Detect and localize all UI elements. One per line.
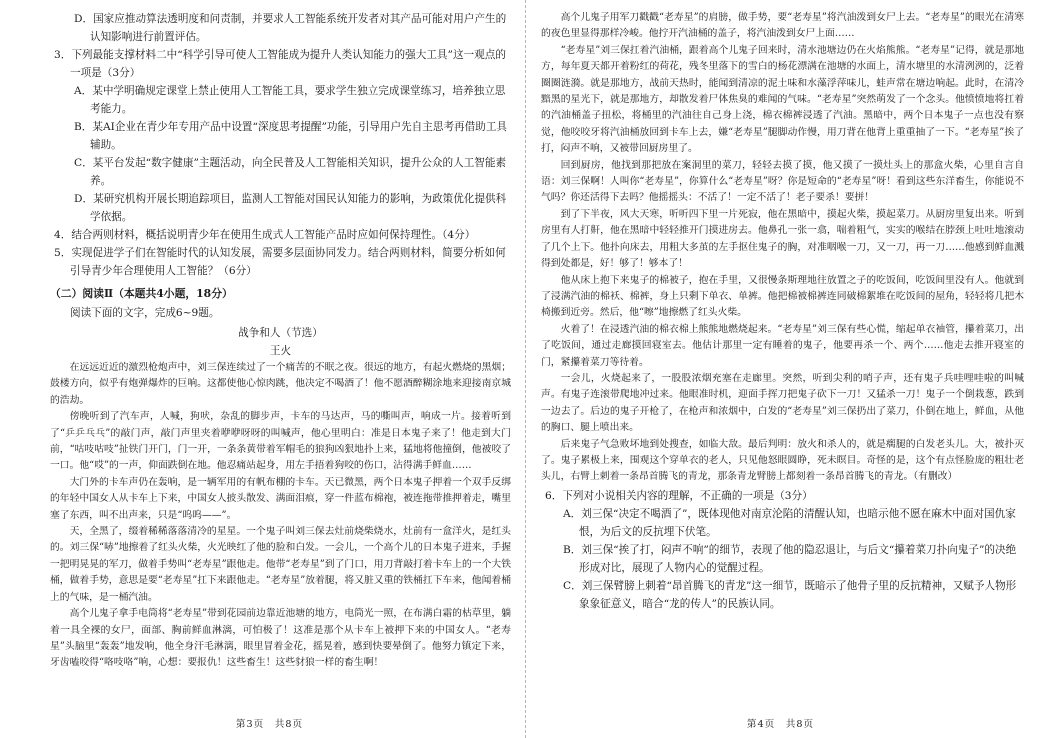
story-paragraph: 后来鬼子气急败坏地到处搜查，如临大敌。最后判明：放火和杀人的，就是瘸腿的白发老头儿。大，被扑灭了。鬼子累极上来，围观这个穿单衣的老人，只见他怒眼圆睁，死未瞑目。奇怪的是，这个有点怪脸庞的粗壮老头儿，右臂上刺着一条昂首腾飞的青龙，那条青龙臂膀上都刻着一条昂首腾飞的青龙。（有删改）	[541, 438, 1024, 483]
story-author: 王火	[269, 345, 292, 357]
story-title: 战争和人（节选）	[238, 327, 323, 339]
q6-option-c: C．刘三保臂膀上刺着“昂首腾飞的青龙”这一细节，既暗示了他骨子里的反抗精神，又赋予人物形象象征意义，暗合“龙的传人”的民族认同。	[563, 579, 1017, 610]
page-number-3: 第3页 共8页	[235, 719, 304, 730]
page-3-column	[14, 8, 525, 736]
q6-option-a: A．刘三保“决定不喝酒了”，既体现他对南京沦陷的清醒认知，也暗示他不愿在麻木中面对国仇家恨，为后文的反抗埋下伏笔。	[563, 507, 1016, 538]
question-5: 5．实现促进学子们在智能时代的认知发展，需要多层面协同发力。结合两则材料，简要分析如何引导青少年合理使用人工智能？（6分）	[54, 247, 506, 277]
page-4-column	[525, 8, 1036, 736]
reading-instruction: 阅读下面的文字，完成6~9题。	[70, 307, 220, 319]
story-paragraph: 在远远近近的激烈枪炮声中，刘三保连续过了一个痛苦的不眠之夜。很远的地方，有起火燃烧的黑烟；鼓楼方向，似乎有炮弹爆炸的巨响。这都使他心惊肉跳，他决定不喝酒了！他不愿酒醉糊涂地来迎接南京城的浩劫。	[50, 362, 511, 406]
story-paragraph: 高个儿鬼子用军刀戳戳“老寿星”的肩膀，做手势，要“老寿星”将汽油泼到女尸上去。“老寿星”的眼光在清寒的夜色里显得那样冷峻。他拧开汽油桶的盖子，将汽油泼到女尸上面……	[541, 12, 1024, 40]
q6-option-b: B．刘三保“挨了打，闷声不响”的细节，表现了他的隐忍退让，与后文“攥着菜刀扑向鬼子”的决绝形成对比，展现了人物内心的觉醒过程。	[563, 543, 1017, 574]
q3-option-d: D．某研究机构开展长期追踪项目，监测人工智能对国民认知能力的影响，为政策优化提供科学依据。	[74, 193, 507, 223]
story-paragraph: 高个儿鬼子拿手电筒将“老寿星”带到花园前边靠近池塘的地方，电筒光一照，在布满白霜的枯草里，躺着一具全裸的女尸，面部、胸前鲜血淋漓，可怕极了！这准是那个从卡车上被押下来的中国女人。“老寿星”头脑里“轰轰”地发响，他全身汗毛淋漓，眼里冒着金花，摇晃着，感到快要晕倒了。他努力镇定下来，牙齿嗑咬得“咯吱咯”响，心想：要报仇！这些畜生！这些豺狼一样的畜生啊！	[50, 608, 511, 669]
q3-option-c: C．某平台发起“数字健康”主题活动，向全民普及人工智能相关知识，提升公众的人工智能素养。	[74, 157, 507, 187]
section-heading: （二）阅读Ⅱ（本题共4小题，18分）	[50, 287, 233, 300]
story-paragraph: 回到厨房，他找到那把放在案洞里的菜刀，轻轻去摸了摸，他又摸了一摸灶头上的那盒火柴，心里自言自语：刘三保啊！人叫你“老寿星”，你算什么“老寿星”呀？你是短命的“老寿星”呀！看到这些东洋畜生，你能说不气吗？你还活得下去吗？他摇摇头：不活了！一定不活了！老子要杀！要拼！	[541, 159, 1024, 204]
question-3-stem-cont: 一项是（3分）	[70, 67, 141, 79]
story-paragraph: 他从床上抱下来鬼子的棉被子，抱在手里，又很慢条斯理地往放置之子的吃饭间，吃饭间里没有人。他就到了浸满汽油的棉袄、棉裤，身上只剩下单衣、单裤。他把棉被棉裤连同破棉絮堆在吃饭间的屋角，轻轻将几把木椅搬到近旁。然后，他“嚓”地擦燃了红头火柴。	[541, 274, 1024, 319]
question-6-stem: 6．下列对小说相关内容的理解，不正确的一项是（3分）	[545, 489, 813, 502]
q3-option-a: A．某中学明确规定课堂上禁止使用人工智能工具，要求学生独立完成课堂练习，培养独立思考能力。	[74, 85, 506, 115]
story-paragraph: 傍晚听到了汽车声，人喊，狗吠，杂乱的脚步声，卡车的马达声，马的嘶叫声，响成一片。接着听到了“乒乒乓乓”的敲门声，敲门声里夹着咿咿呀呀的叫喊声，他心里明白：准是日本鬼子来了！他走到大门前，“咕吱咕吱”扯铁门开门，门一开，一条条黄带着军帽毛的狼狗凶狠地扑上来，猛地将他撞倒，他被咬了一口。他“哎”的一声，仰面跌倒在地。他忍痛站起身，用左手捂着狗咬的伤口，沾得满手鲜血……	[50, 411, 511, 472]
page-number-4: 第4页 共8页	[746, 719, 815, 730]
q2-option-d: D．国家应推动算法透明度和问责制，并要求人工智能系统开发者对其产品可能对用户产生的认知影响进行前置评估。	[74, 13, 507, 43]
story-paragraph: “老寿星”刘三保扛着汽油桶，跟着高个儿鬼子回来时，清水池塘边仍在火焰熊熊。“老寿星”记得，就是那地方，每年夏天都开着粉红的荷花，残冬里落下的雪白的杨花漂满在池塘的水面上，清水塘里的水清洌洌的，泛着圈圈涟漪。就是那地方，战前天热时，能闻到清凉的泥土味和水藻浮萍味儿，蛙声常在塘边响起。此时，在清冷黯黑的星光下，就是那地方，却散发着尸体焦臭的难闻的气味。“老寿星”突然萌发了一个念头。他愤愤地将扛着的汽油桶盖子扭松，将桶里的汽油往自己身上浇，棉衣棉裤浸透了汽油。黑暗中，两个日本鬼子一点也没有察觉，他咬咬牙将汽油桶放回到卡车上去，嫌“老寿星”腿脚动作慢，用刀背在他背上重重抽了一下。“老寿星”挨了打，闷声不响，又被带回厨房里了。	[541, 44, 1024, 155]
story-paragraph: 火着了！在浸透汽油的棉衣棉上熊熊地燃烧起来。“老寿星”刘三保有些心慌，缩起单衣袖管，攥着菜刀，出了吃饭间，通过走廊摸回寝室去。他估计那里一定有睡着的鬼子，他要再杀一个、两个……他走去推开寝室的门，紧攥着菜刀等待着。	[541, 323, 1024, 368]
question-4: 4．结合两则材料，概括说明青少年在使用生成式人工智能产品时应如何保持理性。（4分）	[54, 229, 476, 241]
story-paragraph: 大门外的卡车声仍在轰响，是一辆军用的有帆布棚的卡车。天已微黑，两个日本鬼子押着一个双手反绑的年轻中国女人从卡车上下来，中国女人披头散发、满面泪痕，穿一件蓝布棉袍，被连拖带推押着走，嘴里塞了东西，叫不出声来，只是“呜呜——”。	[50, 476, 511, 521]
question-3-stem: 3．下列最能支撑材料二中“科学引导可使人工智能成为提升人类认知能力的强大工具”这一观点的	[54, 49, 506, 61]
story-paragraph: 到了下半夜，风大天寒，听听四下里一片死寂，他在黑暗中，摸起火柴，摸起菜刀。从厨房里复出来。听到房里有人打鼾，他在黑暗中轻轻推开门摸进房去。他鼻孔一张一翕，喘着粗气，实实的喉结在脖颈上吐吐地滚动了几个上下。他扑向床去，用粗大多茧的左手抠住鬼子的胸，对准咽喉一刀，又一刀，再一刀……他感到鲜血溅得到处都是，好！够了！够本了！	[541, 208, 1024, 270]
q3-option-b: B．某AI企业在青少年专用产品中设置“深度思考提醒”功能，引导用户先自主思考再借助工具辅助。	[74, 121, 508, 151]
story-paragraph: 天，全黑了，缀着稀稀落落清冷的星星。一个鬼子叫刘三保去灶前烧柴烧水，灶前有一盒洋火，是红头的。刘三保“哧”地擦着了红头火柴，火光映红了他的脸和白发。一会儿，一个高个儿的日本鬼子进来，手握一把明晃晃的军刀，做着手势叫“老寿星”跟他走。他带“老寿星”到了门口，用刀背敲打着卡车上的一个大铁桶，做着手势，意思是要“老寿星”扛下来跟他走。“老寿星”放着腿，将又脏又重的铁桶扛下车来，他闻着桶上的气味，是一桶汽油。	[50, 526, 511, 603]
story-paragraph: 一会儿，火烧起来了，一股股浓烟充塞在走廊里。突然，听到尖利的哨子声，还有鬼子兵哇哩哇啦的叫喊声。有鬼子连滚带爬地冲过来。他眼准时机，迎面手挥刀把鬼子砍下一刀！又猛杀一刀！鬼子一个倒栽葱，跌到一边去了。后边的鬼子开枪了，在枪声和浓烟中，白发的“老寿星”刘三保扔出了菜刀，仆倒在地上，鲜血，从他的胸口、腿上喷出来。	[541, 372, 1024, 434]
